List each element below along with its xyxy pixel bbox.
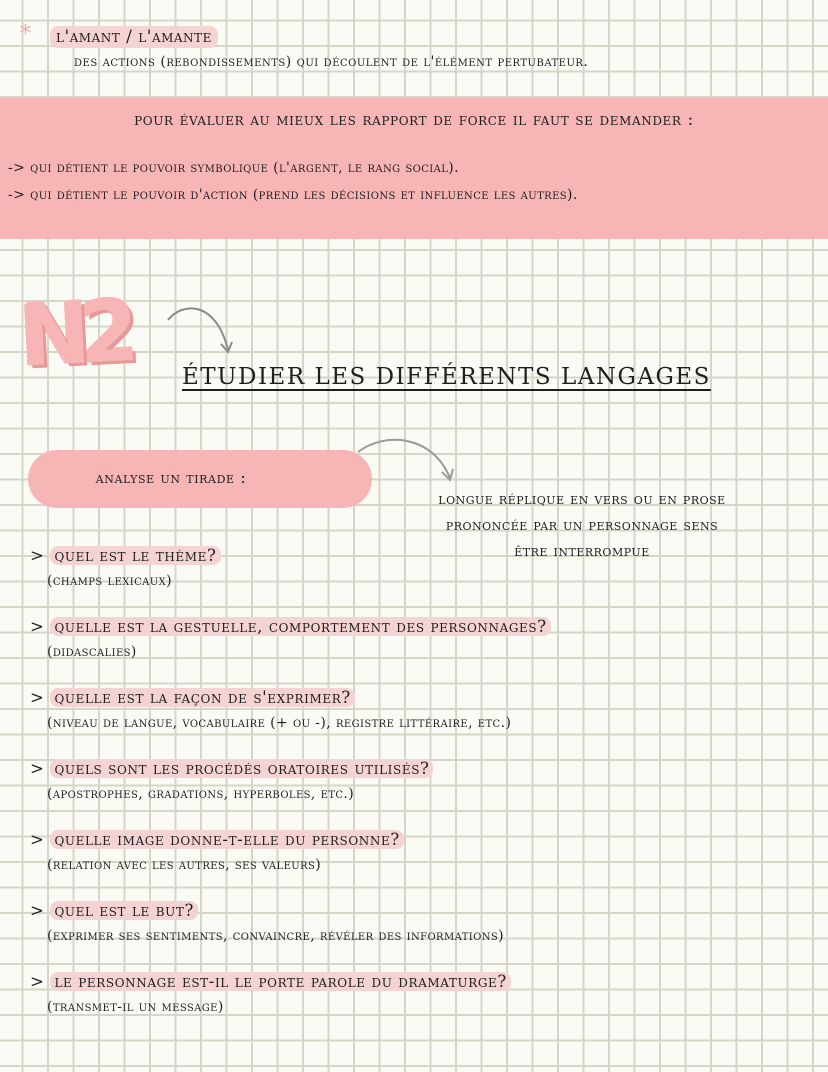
chevron-right-icon: > [30, 546, 45, 565]
question-item [30, 688, 355, 707]
chevron-right-icon: > [30, 830, 45, 849]
band-item-action-power: -> qui détient le pouvoir d'action (prend les décisions et influence les autres). [8, 187, 578, 203]
question-detail: (relation avec les autres, ses valeurs) [47, 857, 322, 873]
amant-description: des actions (rebondissements) qui découlent de l'élément pertubateur. [74, 54, 589, 70]
question-text: quel est le thème? [50, 546, 220, 565]
section-number-badge: N2 [17, 282, 132, 386]
question-item [30, 901, 198, 920]
question-detail: (champs lexicaux) [47, 573, 173, 589]
band-item-symbolic-power: -> qui détient le pouvoir symbolique (l'argent, le rang social). [8, 160, 460, 176]
analysis-label: analyse un tirade : [95, 468, 247, 487]
question-detail: (exprimer ses sentiments, convaincre, révéler des informations) [47, 928, 504, 944]
curved-arrow-icon [354, 430, 464, 490]
question-item [30, 759, 433, 778]
question-detail: (transmet-il un message) [47, 999, 224, 1015]
chevron-right-icon: > [30, 972, 45, 991]
question-item [30, 617, 551, 636]
question-detail: (niveau de langue, vocabulaire (+ ou -), registre littéraire, etc.) [47, 715, 512, 731]
chevron-right-icon: > [30, 688, 45, 707]
question-item [30, 830, 404, 849]
chevron-right-icon: > [30, 759, 45, 778]
amant-heading: l'amant / l'amante [50, 26, 218, 48]
tirade-definition: longue réplique en vers ou en prose prononcée par un personnage sens être interrompue [438, 489, 726, 560]
question-text: quel est le but? [50, 901, 198, 920]
question-text: quels sont les procédés oratoires utilisés? [50, 759, 433, 778]
question-text: le personnage est-il le porte parole du dramaturge? [50, 972, 510, 991]
question-text: quelle est la façon de s'exprimer? [50, 688, 354, 707]
chevron-right-icon: > [30, 617, 45, 636]
question-item [30, 972, 511, 991]
question-item [30, 546, 221, 565]
asterisk-icon: * [20, 22, 31, 47]
question-detail: (didascalies) [47, 644, 137, 660]
chevron-right-icon: > [30, 901, 45, 920]
curved-arrow-icon [164, 298, 244, 358]
section-title: ÉTUDIER LES DIFFÉRENTS LANGAGES [182, 364, 711, 390]
question-text: quelle est la gestuelle, comportement des personnages? [50, 617, 550, 636]
band-title: pour évaluer au mieux les rapport de force il faut se demander : [134, 110, 694, 130]
question-text: quelle image donne-t-elle du personne? [50, 830, 403, 849]
question-detail: (apostrophes, gradations, hyperboles, etc.) [47, 786, 355, 802]
